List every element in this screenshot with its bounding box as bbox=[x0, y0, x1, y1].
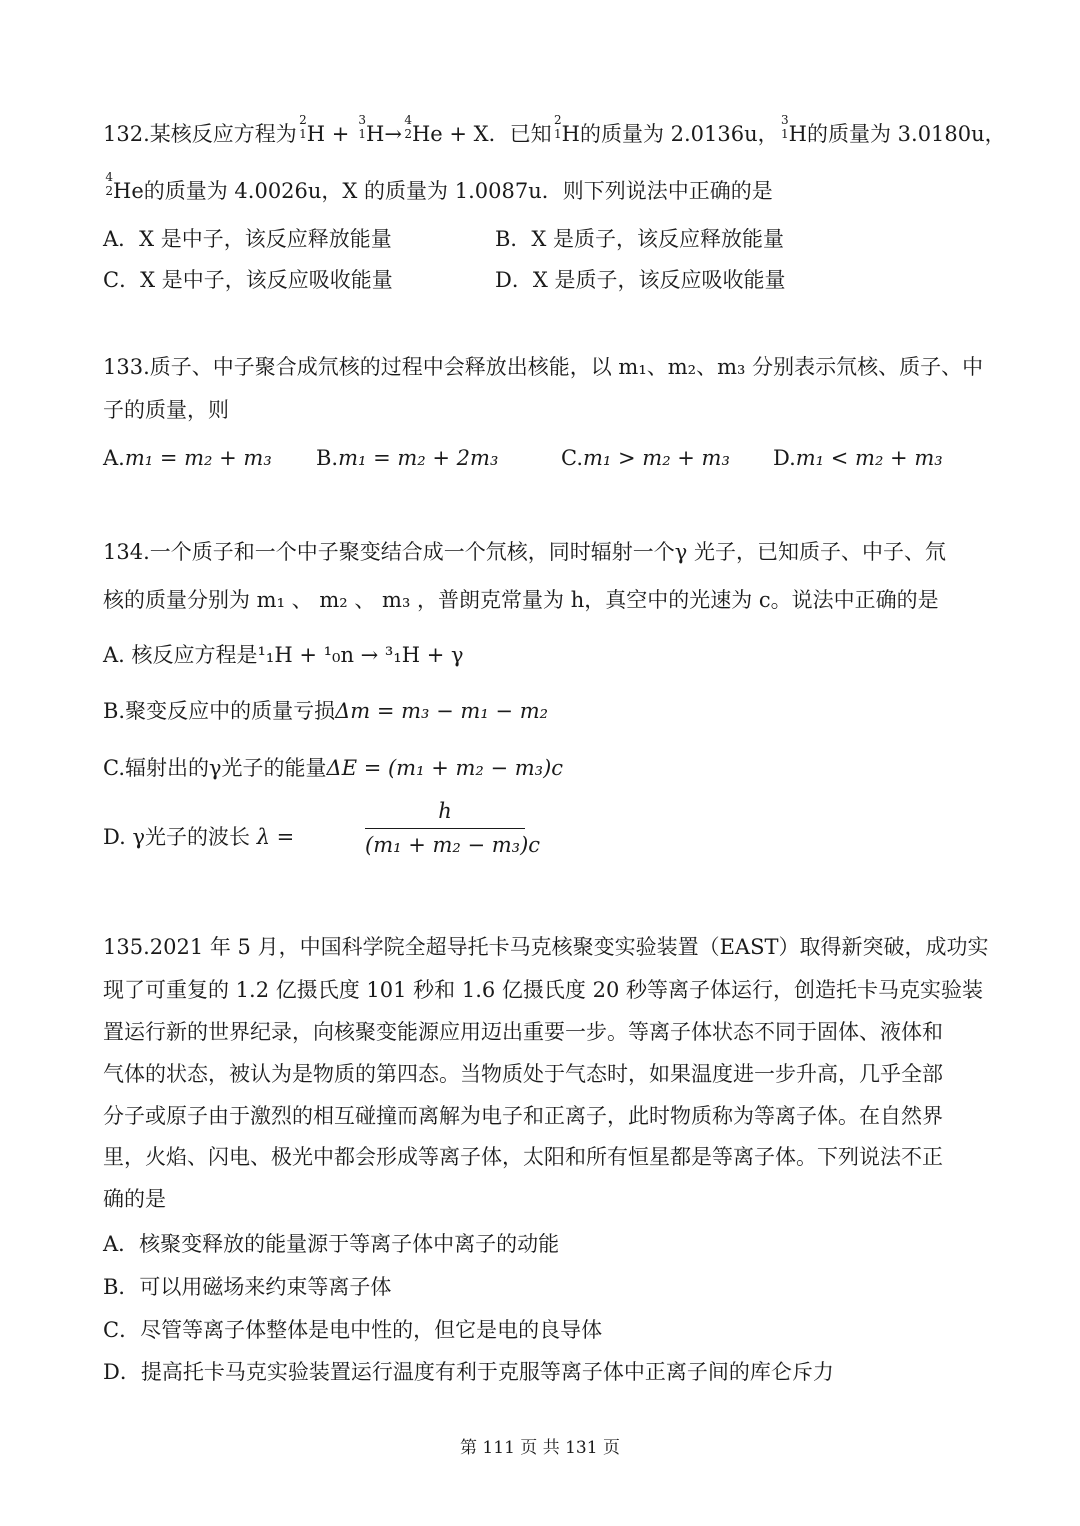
q132-line1: 132.某核反应方程为 2 1 H + 3 1 H→ 4 2 He + X．已知 2 1 H的质量为 2.0136u， 3 1 H的质量为 3.0180u， bbox=[103, 113, 1006, 146]
q135-option-d[interactable]: D．提高托卡马克实验装置运行温度有利于克服等离子体中正离子间的库仑斥力 bbox=[103, 1360, 834, 1384]
q132-option-c[interactable]: C．X 是中子，该反应吸收能量 bbox=[103, 268, 393, 292]
q133-line2: 子的质量，则 bbox=[103, 398, 229, 422]
q135-line: 置运行新的世界纪录，向核聚变能源应用迈出重要一步。等离子体状态不同于固体、液体和 bbox=[103, 1020, 943, 1044]
q133-option-a[interactable]: A.m₁ = m₂ + m₃ bbox=[103, 446, 272, 470]
wavelength-fraction: h (m₁ + m₂ − m₃)c bbox=[365, 799, 541, 858]
page-number: 第 111 页 共 131 页 bbox=[460, 1438, 620, 1458]
q135-line: 135.2021 年 5 月，中国科学院全超导托卡马克核聚变实验装置（EAST）取得新突破，成功实 bbox=[103, 935, 989, 959]
q133-line1: 133.质子、中子聚合成氘核的过程中会释放出核能，以 m₁、m₂、m₃ 分别表示氘核、质子、中 bbox=[103, 355, 984, 379]
q134-line2: 核的质量分别为 m₁ 、 m₂ 、 m₃ ，普朗克常量为 h，真空中的光速为 c。说法中正确的是 bbox=[103, 588, 939, 612]
q133-option-c[interactable]: C.m₁ > m₂ + m₃ bbox=[561, 446, 730, 470]
iso-he4-b: 4 2 bbox=[105, 170, 113, 198]
iso-h2: 2 1 bbox=[299, 113, 307, 141]
q134-option-b[interactable]: B.聚变反应中的质量亏损Δm = m₃ − m₁ − m₂ bbox=[103, 699, 549, 723]
q132-line2: 4 2 He的质量为 4.0026u，X 的质量为 1.0087u．则下列说法中正确的是 bbox=[103, 177, 773, 204]
q135-line: 分子或原子由于激烈的相互碰撞而离解为电子和正离子，此时物质称为等离子体。在自然界 bbox=[103, 1104, 943, 1128]
reaction-arrow: → bbox=[384, 122, 402, 146]
q135-option-b[interactable]: B．可以用磁场来约束等离子体 bbox=[103, 1275, 392, 1299]
q135-line: 里，火焰、闪电、极光中都会形成等离子体，太阳和所有恒星都是等离子体。下列说法不正 bbox=[103, 1145, 943, 1169]
q132-option-a[interactable]: A．X 是中子，该反应释放能量 bbox=[103, 227, 392, 251]
q134-option-a[interactable]: A. 核反应方程是¹₁H + ¹₀n → ³₁H + γ bbox=[103, 643, 464, 667]
iso-h2-b: 2 1 bbox=[554, 113, 562, 141]
q135-line: 确的是 bbox=[103, 1187, 166, 1211]
q135-line: 气体的状态，被认为是物质的第四态。当物质处于气态时，如果温度进一步升高，几乎全部 bbox=[103, 1062, 943, 1086]
q132-prefix: 132.某核反应方程为 bbox=[103, 122, 297, 146]
q134-option-c[interactable]: C.辐射出的γ光子的能量ΔE = (m₁ + m₂ − m₃)c bbox=[103, 756, 564, 780]
q135-option-a[interactable]: A．核聚变释放的能量源于等离子体中离子的动能 bbox=[103, 1232, 560, 1256]
iso-he4: 4 2 bbox=[404, 113, 412, 141]
q134-option-d[interactable]: D. γ光子的波长 λ = h (m₁ + m₂ − m₃)c bbox=[103, 799, 541, 858]
iso-h3: 3 1 bbox=[358, 113, 367, 141]
q132-option-b[interactable]: B．X 是质子，该反应释放能量 bbox=[495, 227, 785, 251]
iso-h3-b: 3 1 bbox=[781, 113, 789, 141]
q135-option-c[interactable]: C．尽管等离子体整体是电中性的，但它是电的良导体 bbox=[103, 1318, 603, 1342]
q133-option-d[interactable]: D.m₁ < m₂ + m₃ bbox=[773, 446, 943, 470]
q133-option-b[interactable]: B.m₁ = m₂ + 2m₃ bbox=[316, 446, 499, 470]
q132-option-d[interactable]: D．X 是质子，该反应吸收能量 bbox=[495, 268, 786, 292]
q134-line1: 134.一个质子和一个中子聚变结合成一个氘核，同时辐射一个γ 光子，已知质子、中子、氘 bbox=[103, 540, 946, 564]
q135-line: 现了可重复的 1.2 亿摄氏度 101 秒和 1.6 亿摄氏度 20 秒等离子体运行，创造托卡马克实验装 bbox=[103, 978, 983, 1002]
